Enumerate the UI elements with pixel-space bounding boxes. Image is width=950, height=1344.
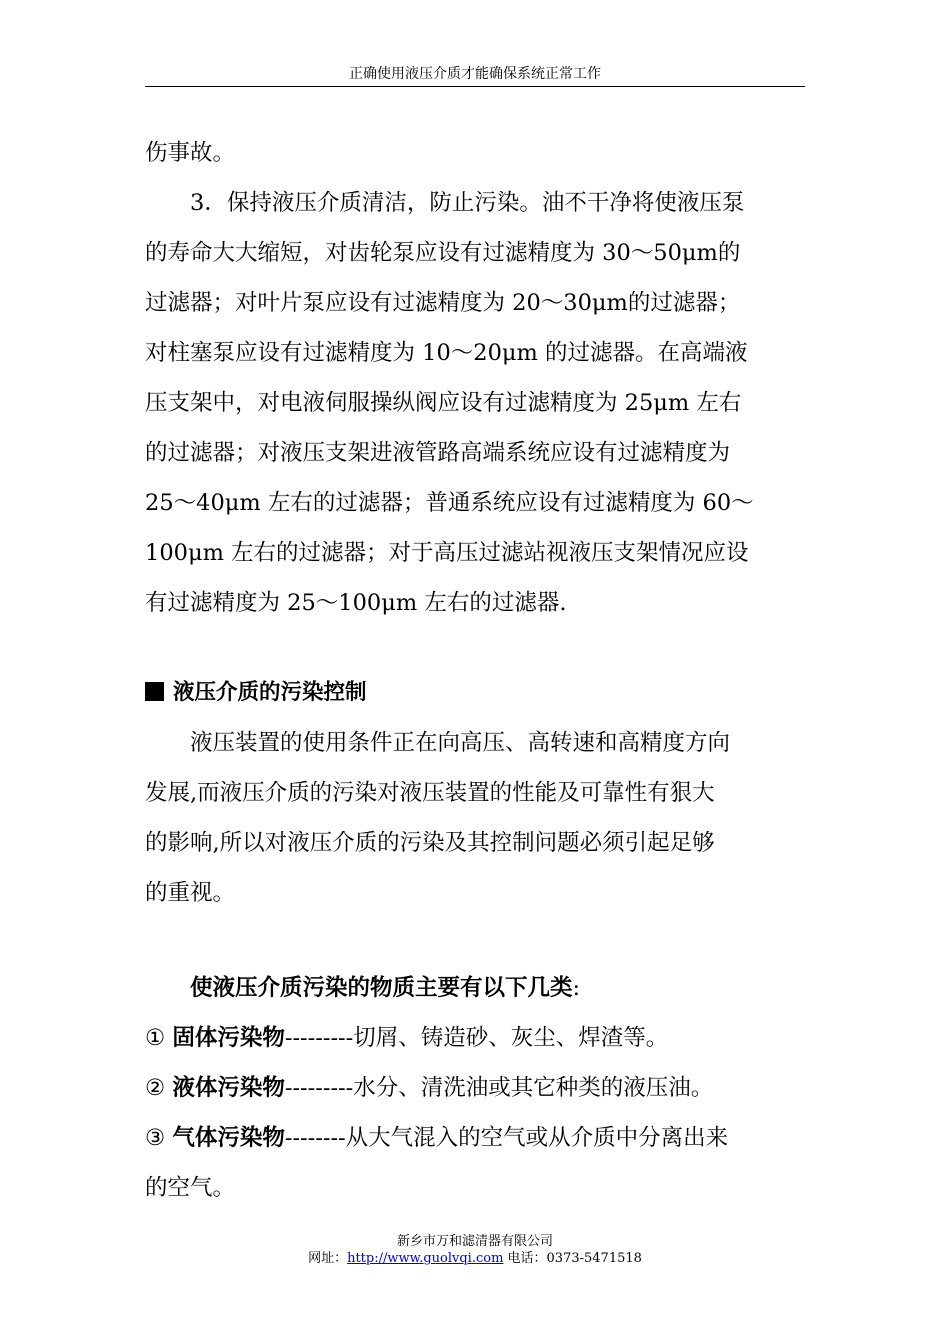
page-footer xyxy=(0,1233,950,1267)
text-line: 的寿命大大缩短，对齿轮泵应设有过滤精度为 30～50μm的 xyxy=(145,240,741,266)
text-line: 的重视。 xyxy=(145,880,236,906)
paragraph-filtration xyxy=(145,178,810,628)
contaminant-list xyxy=(145,1013,810,1213)
list-item xyxy=(145,1013,810,1063)
item-dashes: -------- xyxy=(284,1125,346,1151)
section-heading xyxy=(145,668,810,718)
phone-text: 电话：0373-5471518 xyxy=(503,1251,642,1266)
text-line: 发展,而液压介质的污染对液压装置的性能及可靠性有狠大 xyxy=(145,780,715,806)
text-line: 对柱塞泵应设有过滤精度为 10～20μm 的过滤器。在高端液 xyxy=(145,340,748,366)
text-line: 液压装置的使用条件正在向高压、高转速和高精度方向 xyxy=(190,730,731,756)
paragraph-pollution-control xyxy=(145,718,810,918)
text-line: 25～40μm 左右的过滤器；普通系统应设有过滤精度为 60～ xyxy=(145,490,754,516)
list-intro-text: 使液压介质污染的物质主要有以下几类 xyxy=(190,975,573,1001)
text-line: 的影响,所以对液压介质的污染及其控制问题必须引起足够 xyxy=(145,830,715,856)
header-title: 正确使用液压介质才能确保系统正常工作 xyxy=(349,66,601,82)
item-description: 从大气混入的空气或从介质中分离出来 xyxy=(345,1125,729,1151)
list-item xyxy=(145,1063,810,1113)
website-link[interactable]: http://www.guolvqi.com xyxy=(347,1251,504,1266)
list-intro xyxy=(145,963,810,1013)
list-item xyxy=(145,1113,810,1163)
item-term: 气体污染物 xyxy=(172,1125,285,1151)
item-dashes: --------- xyxy=(284,1075,354,1101)
page-header xyxy=(145,64,805,87)
text-line: 压支架中，对电液伺服操纵阀应设有过滤精度为 25μm 左右 xyxy=(145,390,742,416)
section-title: 液压介质的污染控制 xyxy=(173,680,367,705)
text-line: 过滤器；对叶片泵应设有过滤精度为 20～30μm的过滤器； xyxy=(145,290,741,316)
item-term: 液体污染物 xyxy=(172,1075,285,1101)
text-line: 100μm 左右的过滤器；对于高压过滤站视液压支架情况应设 xyxy=(145,540,749,566)
spacer xyxy=(145,918,810,963)
item-number: ① xyxy=(145,1025,166,1051)
company-name: 新乡市万和滤清器有限公司 xyxy=(396,1234,553,1249)
list-item-continued: 的空气。 xyxy=(145,1175,236,1201)
contact-line xyxy=(0,1250,950,1267)
item-description: 切屑、铸造砂、灰尘、焊渣等。 xyxy=(353,1025,669,1051)
black-square-icon xyxy=(145,682,164,701)
item-term: 固体污染物 xyxy=(172,1025,285,1051)
document-body xyxy=(145,128,810,1213)
item-number: ③ xyxy=(145,1125,166,1151)
item-dashes: --------- xyxy=(284,1025,354,1051)
item-number: ② xyxy=(145,1075,166,1101)
item-description: 水分、清洗油或其它种类的液压油。 xyxy=(353,1075,714,1101)
spacer xyxy=(145,628,810,668)
text-line: 有过滤精度为 25～100μm 左右的过滤器. xyxy=(145,590,567,616)
text-line: 3．保持液压介质清洁，防止污染。油不干净将使液压泵 xyxy=(190,190,745,216)
text-line: 的过滤器；对液压支架进液管路高端系统应设有过滤精度为 xyxy=(145,440,731,466)
paragraph-continued: 伤事故。 xyxy=(145,140,236,166)
url-label: 网址： xyxy=(308,1251,348,1266)
list-intro-colon: : xyxy=(572,975,581,1001)
